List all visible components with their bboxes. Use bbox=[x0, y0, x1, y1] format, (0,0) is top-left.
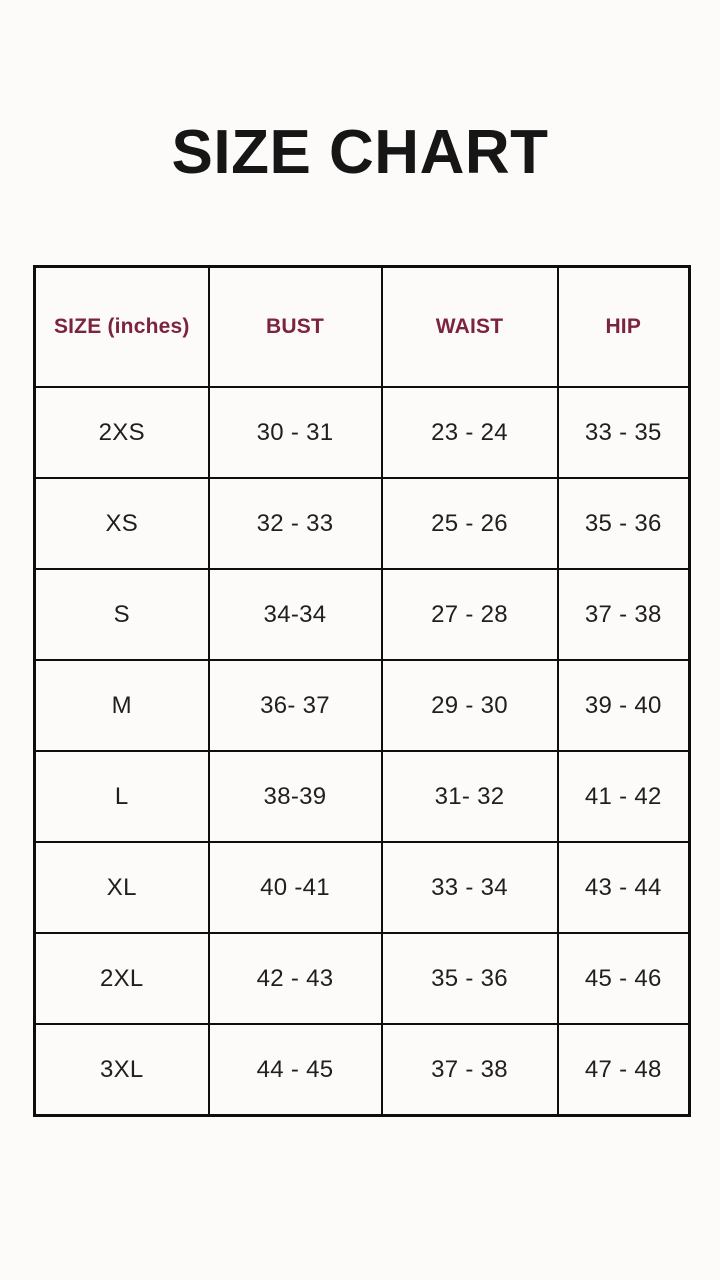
table-header-cell: WAIST bbox=[382, 267, 558, 388]
table-row bbox=[35, 387, 690, 478]
table-row bbox=[35, 933, 690, 1024]
measurement-cell: 34-34 bbox=[209, 569, 382, 660]
table-row bbox=[35, 842, 690, 933]
measurement-cell: 32 - 33 bbox=[209, 478, 382, 569]
measurement-cell: 36- 37 bbox=[209, 660, 382, 751]
table-row bbox=[35, 478, 690, 569]
table-row bbox=[35, 569, 690, 660]
measurement-cell: 25 - 26 bbox=[382, 478, 558, 569]
table-header-cell: BUST bbox=[209, 267, 382, 388]
size-label-cell: 2XL bbox=[35, 933, 209, 1024]
measurement-cell: 44 - 45 bbox=[209, 1024, 382, 1116]
measurement-cell: 29 - 30 bbox=[382, 660, 558, 751]
measurement-cell: 42 - 43 bbox=[209, 933, 382, 1024]
measurement-cell: 43 - 44 bbox=[558, 842, 690, 933]
header-row bbox=[35, 267, 690, 388]
measurement-cell: 40 -41 bbox=[209, 842, 382, 933]
measurement-cell: 33 - 35 bbox=[558, 387, 690, 478]
page-title: SIZE CHART bbox=[171, 118, 549, 187]
table-header-cell: HIP bbox=[558, 267, 690, 388]
measurement-cell: 41 - 42 bbox=[558, 751, 690, 842]
size-chart-body bbox=[35, 387, 690, 1116]
measurement-cell: 30 - 31 bbox=[209, 387, 382, 478]
size-label-cell: 2XS bbox=[35, 387, 209, 478]
measurement-cell: 37 - 38 bbox=[382, 1024, 558, 1116]
table-row bbox=[35, 751, 690, 842]
measurement-cell: 23 - 24 bbox=[382, 387, 558, 478]
measurement-cell: 47 - 48 bbox=[558, 1024, 690, 1116]
size-label-cell: M bbox=[35, 660, 209, 751]
table-header-cell: SIZE (inches) bbox=[35, 267, 209, 388]
measurement-cell: 27 - 28 bbox=[382, 569, 558, 660]
measurement-cell: 31- 32 bbox=[382, 751, 558, 842]
measurement-cell: 38-39 bbox=[209, 751, 382, 842]
size-label-cell: XS bbox=[35, 478, 209, 569]
measurement-cell: 35 - 36 bbox=[382, 933, 558, 1024]
size-chart-header bbox=[35, 267, 690, 388]
measurement-cell: 37 - 38 bbox=[558, 569, 690, 660]
measurement-cell: 33 - 34 bbox=[382, 842, 558, 933]
table-row bbox=[35, 1024, 690, 1116]
size-label-cell: 3XL bbox=[35, 1024, 209, 1116]
size-label-cell: XL bbox=[35, 842, 209, 933]
measurement-cell: 39 - 40 bbox=[558, 660, 690, 751]
size-label-cell: L bbox=[35, 751, 209, 842]
size-label-cell: S bbox=[35, 569, 209, 660]
size-chart-table bbox=[33, 265, 691, 1117]
measurement-cell: 45 - 46 bbox=[558, 933, 690, 1024]
measurement-cell: 35 - 36 bbox=[558, 478, 690, 569]
table-row bbox=[35, 660, 690, 751]
